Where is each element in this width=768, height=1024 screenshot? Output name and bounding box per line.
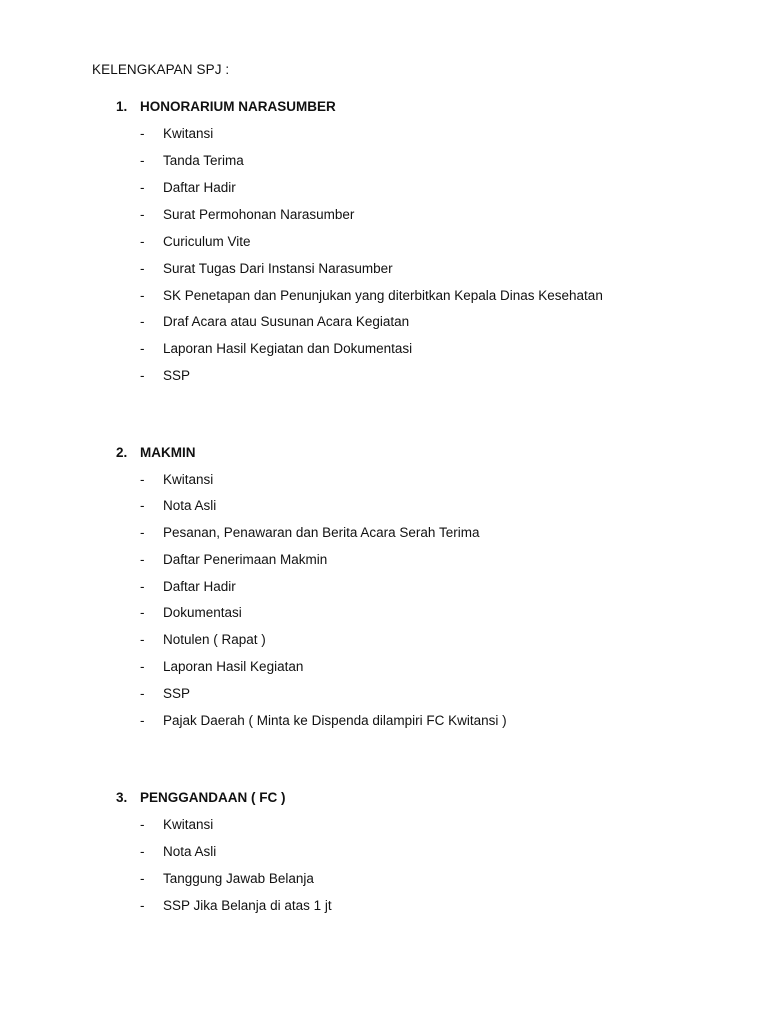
bullet-dash: - [140, 126, 145, 141]
list-item-label: Laporan Hasil Kegiatan dan Dokumentasi [163, 341, 413, 356]
bullet-dash: - [140, 472, 145, 487]
list-item-label: Pajak Daerah ( Minta ke Dispenda dilampiri FC Kwitansi ) [163, 713, 507, 728]
section-heading-2 [0, 444, 700, 462]
list-item-label: SSP [163, 686, 191, 701]
list-item-label: SSP Jika Belanja di atas 1 jt [163, 898, 332, 913]
section-number: 3. [116, 790, 128, 805]
list-item [0, 206, 700, 224]
list-item-label: SSP [163, 368, 191, 383]
bullet-dash: - [140, 153, 145, 168]
list-item [0, 233, 700, 251]
bullet-dash: - [140, 180, 145, 195]
bullet-dash: - [140, 234, 145, 249]
bullet-dash: - [140, 871, 145, 886]
list-item-label: Tanda Terima [163, 153, 244, 168]
list-item [0, 816, 700, 834]
list-item-label: Daftar Hadir [163, 579, 236, 594]
list-item [0, 260, 700, 278]
list-item [0, 658, 700, 676]
section-number: 2. [116, 445, 128, 460]
list-item [0, 125, 700, 143]
list-item-label: Laporan Hasil Kegiatan [163, 659, 304, 674]
section-heading-3 [0, 789, 700, 807]
list-item-label: Surat Tugas Dari Instansi Narasumber [163, 261, 393, 276]
list-item [0, 631, 700, 649]
bullet-dash: - [140, 844, 145, 859]
bullet-dash: - [140, 713, 145, 728]
section-title: PENGGANDAAN ( FC ) [140, 790, 286, 805]
list-item [0, 497, 700, 515]
bullet-dash: - [140, 632, 145, 647]
list-item-label: Surat Permohonan Narasumber [163, 207, 355, 222]
list-item-label: Nota Asli [163, 498, 217, 513]
section-title: MAKMIN [140, 445, 196, 460]
bullet-dash: - [140, 498, 145, 513]
list-item-label: Pesanan, Penawaran dan Berita Acara Serah Terima [163, 525, 480, 540]
list-item-label: Notulen ( Rapat ) [163, 632, 266, 647]
list-item [0, 685, 700, 703]
bullet-dash: - [140, 659, 145, 674]
list-item [0, 843, 700, 861]
bullet-dash: - [140, 579, 145, 594]
list-item [0, 578, 700, 596]
list-item-label: Daftar Penerimaan Makmin [163, 552, 328, 567]
list-item [0, 604, 700, 622]
list-item-label: Curiculum Vite [163, 234, 251, 249]
bullet-dash: - [140, 552, 145, 567]
list-item [0, 340, 700, 358]
list-item [0, 471, 700, 489]
section-number: 1. [116, 99, 128, 114]
section-title: HONORARIUM NARASUMBER [140, 99, 336, 114]
bullet-dash: - [140, 261, 145, 276]
list-item [0, 897, 700, 915]
list-item [0, 367, 700, 385]
list-item-label: Kwitansi [163, 472, 214, 487]
bullet-dash: - [140, 525, 145, 540]
list-item-label: Nota Asli [163, 844, 217, 859]
list-item-label: Kwitansi [163, 126, 214, 141]
list-item [0, 712, 700, 730]
list-item-label: Dokumentasi [163, 605, 242, 620]
list-item [0, 870, 700, 888]
bullet-dash: - [140, 341, 145, 356]
list-item-label: Draf Acara atau Susunan Acara Kegiatan [163, 314, 410, 329]
list-item [0, 313, 700, 331]
list-item [0, 524, 700, 542]
bullet-dash: - [140, 288, 145, 303]
list-item [0, 287, 700, 305]
list-item-label: Tanggung Jawab Belanja [163, 871, 314, 886]
bullet-dash: - [140, 207, 145, 222]
document-title: KELENGKAPAN SPJ : [92, 62, 230, 77]
list-item-label: SK Penetapan dan Penunjukan yang diterbitkan Kepala Dinas Kesehatan [163, 288, 603, 303]
section-heading-1 [0, 98, 700, 116]
list-item-label: Kwitansi [163, 817, 214, 832]
bullet-dash: - [140, 314, 145, 329]
bullet-dash: - [140, 605, 145, 620]
bullet-dash: - [140, 686, 145, 701]
list-item [0, 551, 700, 569]
list-item-label: Daftar Hadir [163, 180, 236, 195]
bullet-dash: - [140, 898, 145, 913]
bullet-dash: - [140, 368, 145, 383]
list-item [0, 152, 700, 170]
list-item [0, 179, 700, 197]
bullet-dash: - [140, 817, 145, 832]
